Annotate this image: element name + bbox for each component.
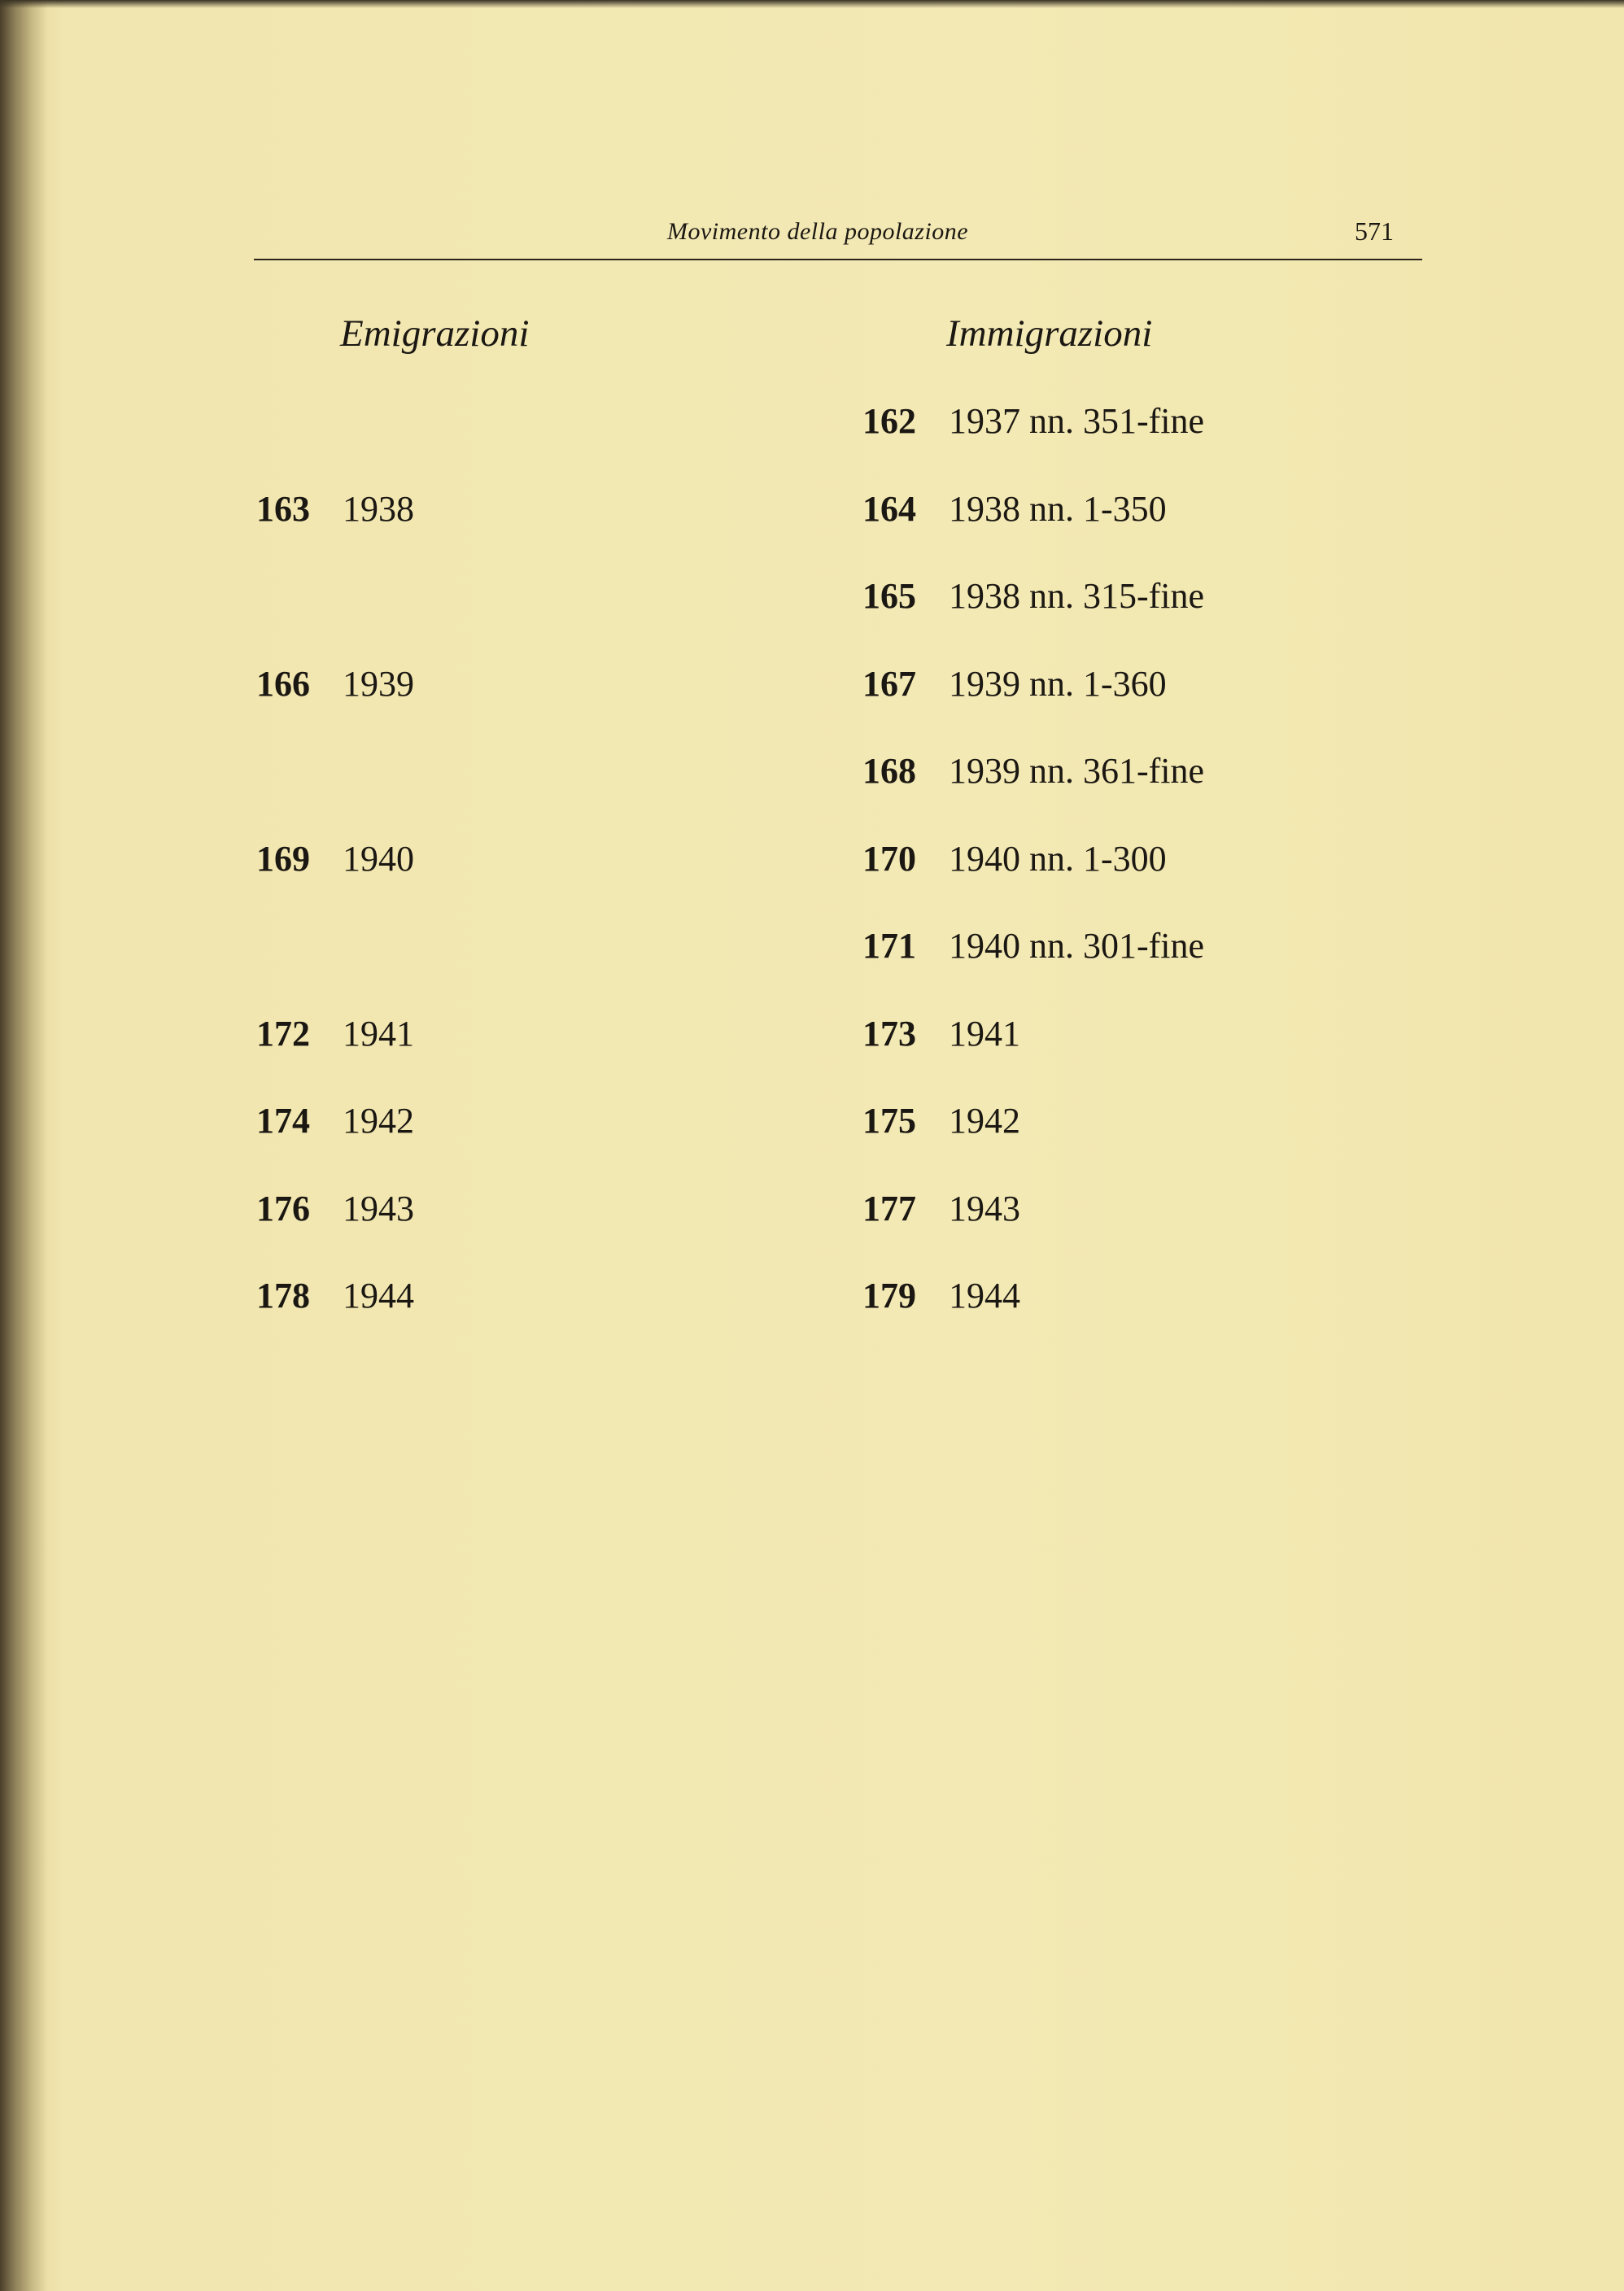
entry-number: 176 [256, 1189, 310, 1228]
entry-text: 1940 nn. 1-300 [949, 839, 1167, 879]
emigrazioni-entry [256, 838, 414, 879]
emigrazioni-entry [256, 488, 414, 530]
entry-text: 1940 nn. 301-fine [949, 926, 1205, 966]
entry-number: 164 [862, 489, 916, 529]
immigrazioni-entry [862, 488, 1167, 530]
immigrazioni-entry [862, 1013, 1020, 1054]
book-spine-shadow [0, 0, 47, 2291]
entry-text: 1938 [343, 489, 414, 529]
running-title: Movimento della popolazione [667, 218, 969, 245]
entry-text: 1939 [343, 664, 414, 704]
entry-text: 1944 [343, 1276, 414, 1316]
entry-text: 1942 [343, 1101, 414, 1141]
emigrazioni-entry [256, 1275, 414, 1316]
immigrazioni-entry [862, 838, 1167, 879]
entry-text: 1938 nn. 1-350 [949, 489, 1167, 529]
page-number: 571 [1355, 216, 1394, 246]
entry-number: 167 [862, 664, 916, 704]
emigrazioni-entry [256, 1100, 414, 1141]
entry-number: 162 [862, 401, 916, 441]
immigrazioni-entry [862, 750, 1204, 792]
immigrazioni-entry [862, 1100, 1020, 1141]
entry-text: 1941 [343, 1014, 414, 1054]
entry-number: 166 [256, 664, 310, 704]
emigrazioni-entry [256, 663, 414, 705]
entry-text: 1942 [949, 1101, 1020, 1141]
entry-text: 1941 [949, 1014, 1020, 1054]
entry-number: 173 [862, 1014, 916, 1054]
entry-number: 179 [862, 1276, 916, 1316]
entry-text: 1938 nn. 315-fine [949, 576, 1205, 616]
entry-number: 163 [256, 489, 310, 529]
immigrazioni-entry [862, 1188, 1020, 1229]
emigrazioni-entry [256, 1188, 414, 1229]
entry-text: 1943 [343, 1189, 414, 1228]
entry-text: 1939 nn. 1-360 [949, 664, 1167, 704]
entry-number: 175 [862, 1101, 916, 1141]
immigrazioni-entry [862, 663, 1167, 705]
emigrazioni-heading: Emigrazioni [340, 312, 530, 355]
entry-text: 1939 nn. 361-fine [949, 751, 1205, 791]
entry-text: 1944 [949, 1276, 1020, 1316]
entry-text: 1937 nn. 351-fine [949, 401, 1205, 441]
immigrazioni-entry [862, 1275, 1020, 1316]
entry-number: 174 [256, 1101, 310, 1141]
entry-number: 178 [256, 1276, 310, 1316]
entry-number: 177 [862, 1189, 916, 1228]
entry-number: 165 [862, 576, 916, 616]
header-rule [254, 259, 1422, 260]
entry-text: 1940 [343, 839, 414, 879]
immigrazioni-heading: Immigrazioni [946, 312, 1153, 355]
entry-number: 169 [256, 839, 310, 879]
entry-number: 168 [862, 751, 916, 791]
entry-number: 170 [862, 839, 916, 879]
immigrazioni-entry [862, 575, 1204, 617]
page-top-edge [0, 0, 1624, 8]
immigrazioni-entry [862, 400, 1204, 442]
entry-number: 172 [256, 1014, 310, 1054]
emigrazioni-entry [256, 1013, 414, 1054]
entry-number: 171 [862, 926, 916, 966]
immigrazioni-entry [862, 925, 1204, 967]
entry-text: 1943 [949, 1189, 1020, 1228]
